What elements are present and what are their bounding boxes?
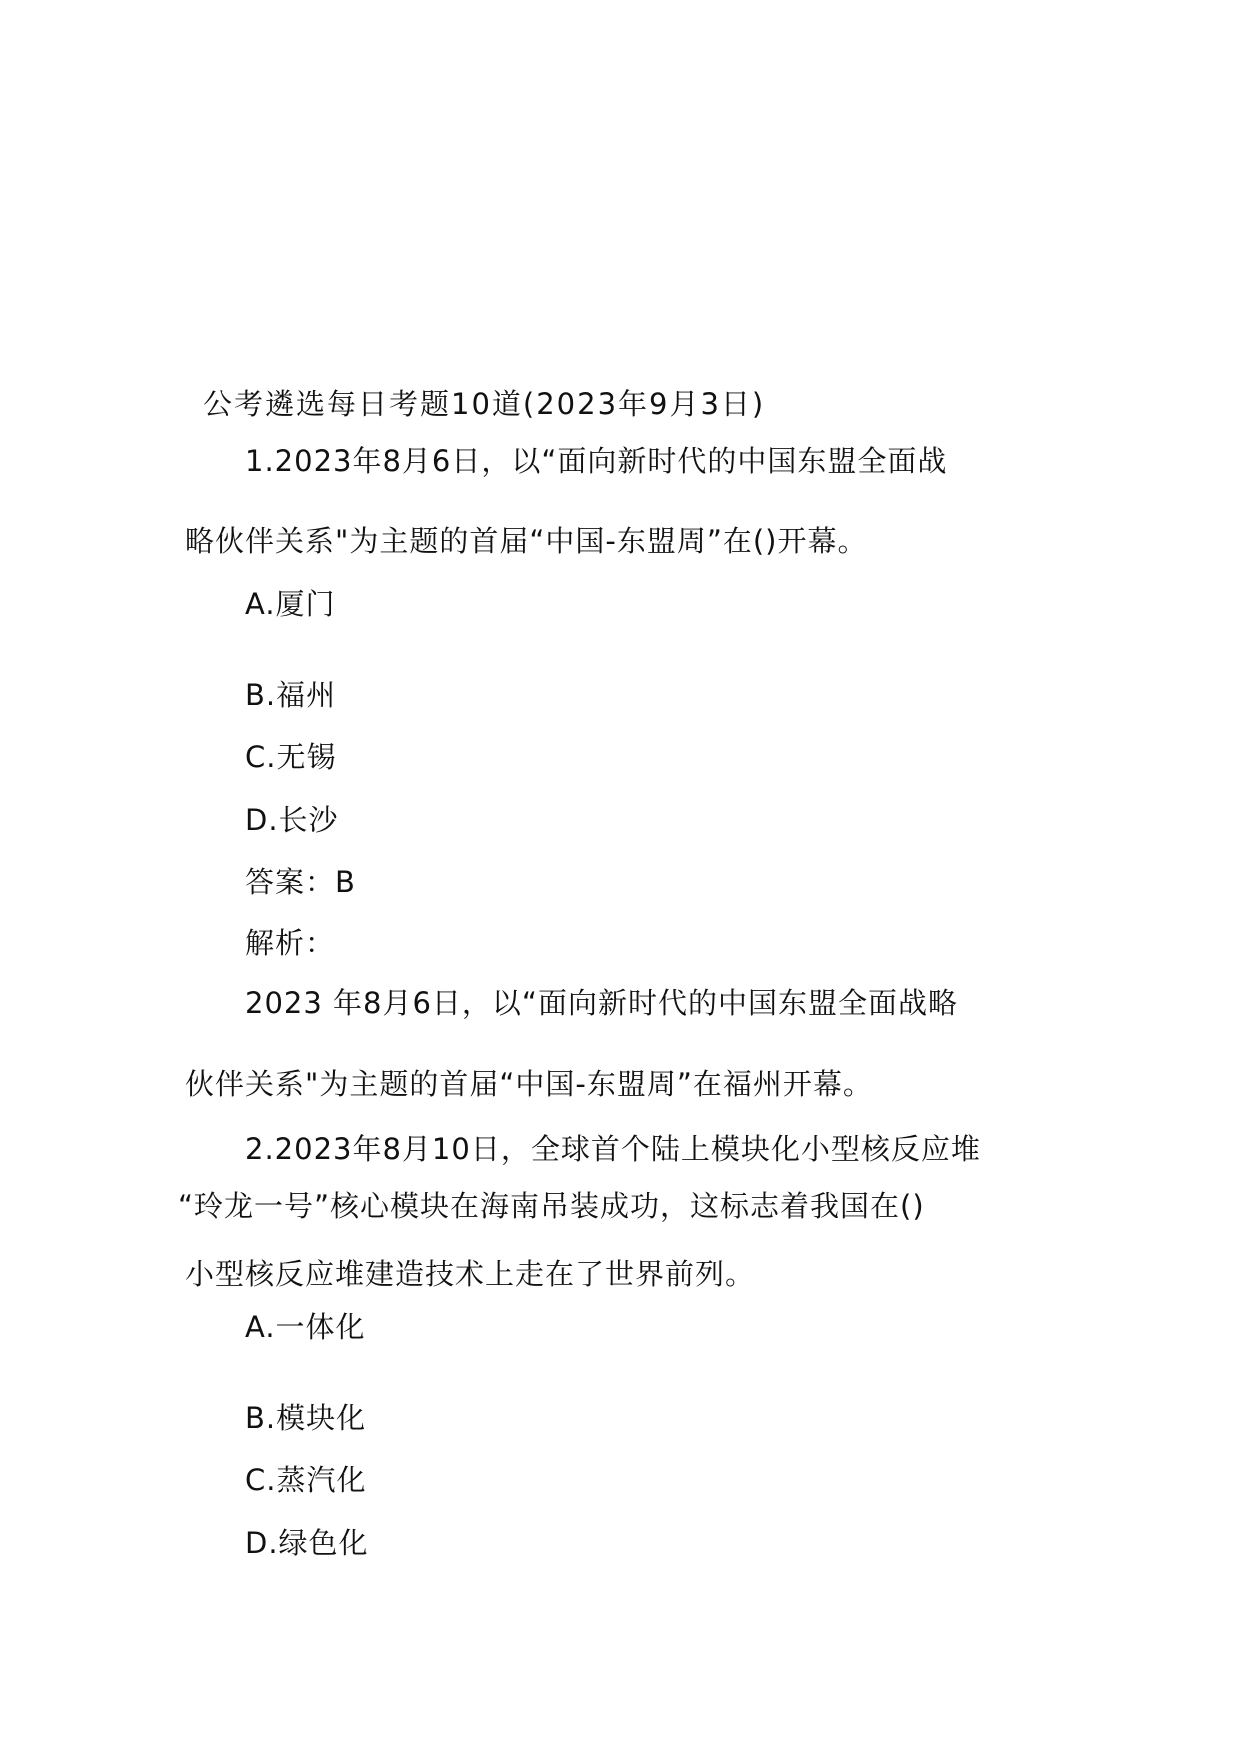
question-1-analysis-label: 解析：: [245, 926, 336, 960]
question-1-option-a: A.厦门: [245, 587, 336, 621]
question-2-line-3: 小型核反应堆建造技术上走在了世界前列。: [185, 1257, 756, 1291]
question-1-analysis-line-2: 伙伴关系"为主题的首届“中国-东盟周”在福州开幕。: [185, 1067, 873, 1101]
question-1-option-d: D.长沙: [245, 803, 339, 837]
question-2-option-a: A.一体化: [245, 1310, 366, 1344]
question-2-line-1: 2.2023年8月10日，全球首个陆上模块化小型核反应堆: [245, 1132, 981, 1166]
question-2-line-2: “玲龙一号”核心模块在海南吊装成功，这标志着我国在(): [178, 1189, 925, 1223]
question-1-analysis-line-1: 2023 年8月6日，以“面向新时代的中国东盟全面战略: [245, 986, 958, 1020]
question-1-option-c: C.无锡: [245, 740, 337, 774]
question-1-line-1: 1.2023年8月6日，以“面向新时代的中国东盟全面战: [245, 444, 948, 478]
question-1-answer: 答案：B: [245, 865, 356, 899]
question-2-option-d: D.绿色化: [245, 1526, 369, 1560]
question-1-line-2: 略伙伴关系"为主题的首届“中国-东盟周”在()开幕。: [185, 524, 868, 558]
question-1-option-b: B.福州: [245, 678, 337, 712]
page-title: 公考遴选每日考题10道(2023年9月3日): [203, 387, 766, 421]
question-2-option-c: C.蒸汽化: [245, 1463, 367, 1497]
question-2-option-b: B.模块化: [245, 1401, 367, 1435]
